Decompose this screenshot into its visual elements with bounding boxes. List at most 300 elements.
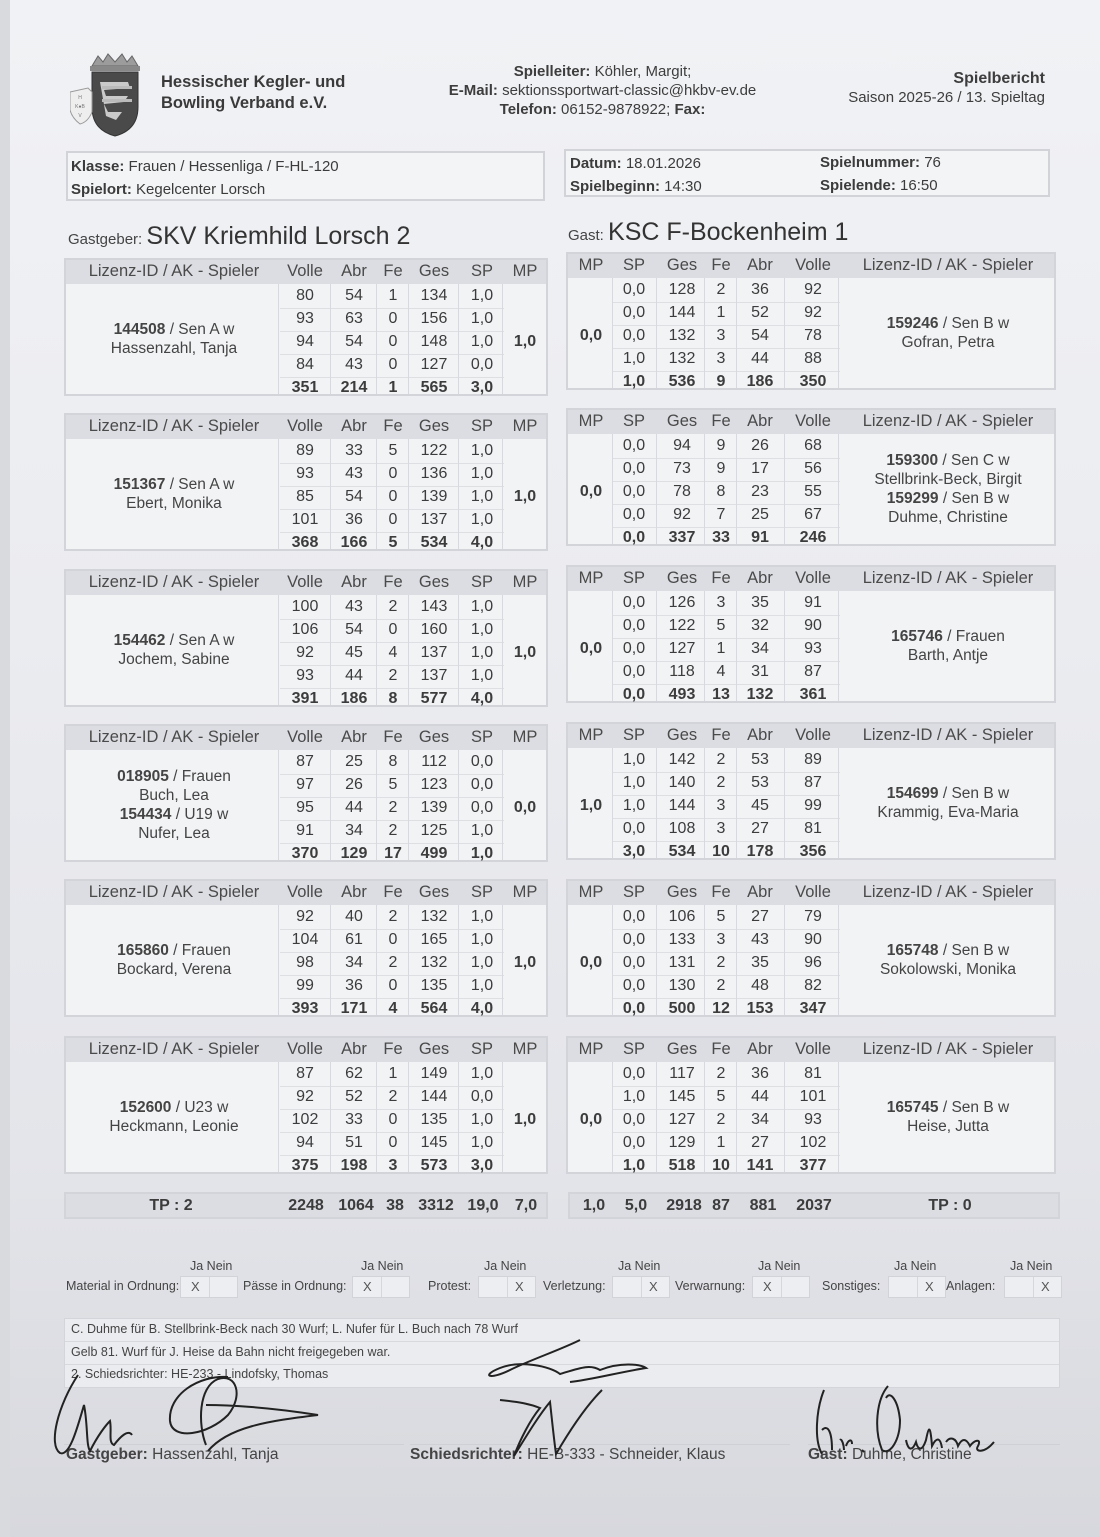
guest-column-header: MP <box>578 569 604 587</box>
column-divider <box>704 434 705 544</box>
home-team-name: SKV Kriemhild Lorsch 2 <box>146 222 411 250</box>
column-divider <box>278 750 279 860</box>
guest-score-cell: 1,0 <box>622 797 646 814</box>
license-id: 159246 <box>886 315 939 332</box>
guest-total-cell: 3,0 <box>622 843 646 860</box>
home-score-cell: 1,0 <box>470 333 494 350</box>
column-divider <box>458 284 459 394</box>
player-license <box>70 805 278 824</box>
home-total-cell: 565 <box>420 379 448 396</box>
guest-column-header: MP <box>578 726 604 744</box>
guest-score-cell: 0,0 <box>622 437 646 454</box>
column-divider <box>408 595 409 705</box>
guest-total-cell: 0,0 <box>622 529 646 546</box>
guest-team-name: KSC F-Bockenheim 1 <box>608 218 849 246</box>
column-divider <box>838 278 839 388</box>
home-score-cell: 145 <box>420 1134 448 1151</box>
guest-score-cell: 3 <box>716 350 726 367</box>
home-player-info <box>70 767 278 843</box>
guest-column-header: Ges <box>666 256 698 274</box>
checklist-checkbox[interactable] <box>478 1276 536 1298</box>
column-divider <box>612 748 613 858</box>
guest-total-cell: 186 <box>746 373 774 390</box>
home-score-cell: 34 <box>345 954 363 971</box>
home-total-cell: 198 <box>340 1157 368 1174</box>
guest-score-cell: 3 <box>716 820 726 837</box>
home-score-cell: 0,0 <box>470 776 494 793</box>
guest-column-header: MP <box>578 412 604 430</box>
home-player-block <box>64 258 548 396</box>
checklist-checkbox[interactable] <box>1004 1276 1062 1298</box>
column-divider <box>784 591 785 701</box>
ja-mark[interactable]: X <box>191 1279 200 1294</box>
row-divider <box>612 929 840 930</box>
column-divider <box>330 439 331 549</box>
home-column-header: Fe <box>383 728 403 746</box>
home-score-cell: 0 <box>388 333 398 350</box>
phone-value: 06152-9878922; <box>561 101 671 118</box>
home-match-points: 1,0 <box>513 644 537 661</box>
guest-score-cell: 44 <box>751 1088 769 1105</box>
age-class: / Sen A w <box>165 476 235 493</box>
ja-mark[interactable]: X <box>763 1279 772 1294</box>
row-divider <box>612 481 840 482</box>
home-score-cell: 135 <box>420 1111 448 1128</box>
home-score-cell: 134 <box>420 287 448 304</box>
home-score-cell: 94 <box>296 333 314 350</box>
checklist-checkbox[interactable] <box>888 1276 946 1298</box>
row-divider <box>280 331 504 332</box>
guest-score-cell: 81 <box>804 820 822 837</box>
guest-score-cell: 3 <box>716 797 726 814</box>
row-divider <box>612 348 840 349</box>
player-name: Buch, Lea <box>139 787 209 804</box>
guest-column-header: SP <box>622 412 645 430</box>
home-score-cell: 2 <box>388 908 398 925</box>
home-column-header: Fe <box>383 573 403 591</box>
guest-score-cell: 130 <box>668 977 696 994</box>
home-score-cell: 2 <box>388 799 398 816</box>
home-column-header: Ges <box>418 262 450 280</box>
column-divider <box>612 278 613 388</box>
home-score-cell: 36 <box>345 511 363 528</box>
row-divider <box>612 1155 840 1156</box>
home-player-info <box>70 475 278 513</box>
row-divider <box>280 619 504 620</box>
guest-column-header: Fe <box>711 1040 731 1058</box>
guest-total-cell: 10 <box>712 1157 730 1174</box>
home-score-cell: 89 <box>296 442 314 459</box>
home-score-cell: 44 <box>345 799 363 816</box>
home-total-cell: 5 <box>388 534 398 551</box>
host-signature <box>48 1365 328 1465</box>
guest-match-points: 0,0 <box>579 327 603 344</box>
fax-label: Fax: <box>674 101 706 118</box>
home-column-header: Fe <box>383 417 403 435</box>
license-id: 165746 <box>891 628 943 645</box>
guest-total-cell: 153 <box>746 1000 774 1017</box>
guest-column-header: Lizenz-ID / AK - Spieler <box>862 726 1034 744</box>
home-column-header: MP <box>512 262 538 280</box>
column-divider <box>656 434 657 544</box>
host-signature-label: Gastgeber: Hassenzahl, Tanja <box>66 1446 279 1463</box>
checklist-checkbox[interactable] <box>180 1276 238 1298</box>
guest-column-header: Fe <box>711 412 731 430</box>
svg-text:K●B: K●B <box>75 104 85 110</box>
guest-column-header: MP <box>578 1040 604 1058</box>
column-divider <box>458 750 459 860</box>
home-score-cell: 80 <box>296 287 314 304</box>
home-score-cell: 54 <box>345 488 363 505</box>
ja-nein-header: Ja Nein <box>484 1259 527 1273</box>
guest-column-header: Lizenz-ID / AK - Spieler <box>862 569 1034 587</box>
checkbox-divider <box>781 1277 782 1297</box>
guest-score-cell: 127 <box>668 1111 696 1128</box>
guest-column-header: Lizenz-ID / AK - Spieler <box>862 1040 1034 1058</box>
ja-nein-header: Ja Nein <box>190 1259 233 1273</box>
guest-column-header: SP <box>622 726 645 744</box>
home-total-cell: 8 <box>388 690 398 707</box>
home-column-header: Volle <box>287 417 323 435</box>
guest-score-cell: 2 <box>716 1065 726 1082</box>
home-score-cell: 33 <box>345 442 363 459</box>
guest-column-header: Volle <box>795 1040 831 1058</box>
license-id: 154699 <box>886 785 939 802</box>
home-score-cell: 1,0 <box>470 644 494 661</box>
guest-total-cell: 518 <box>668 1157 696 1174</box>
home-score-cell: 0 <box>388 511 398 528</box>
ja-nein-header: Ja Nein <box>894 1259 937 1273</box>
guest-total-cell: 361 <box>799 686 827 703</box>
column-divider <box>330 595 331 705</box>
guest-column-header: Abr <box>747 256 773 274</box>
referee-signature <box>470 1330 660 1460</box>
guest-score-cell: 87 <box>804 663 822 680</box>
home-total-ges: 3312 <box>418 1197 454 1214</box>
guest-column-header: MP <box>578 256 604 274</box>
guest-score-cell: 2 <box>716 774 726 791</box>
row-divider <box>280 1132 504 1133</box>
checklist-checkbox[interactable] <box>352 1276 410 1298</box>
guest-signature <box>810 1380 1010 1460</box>
home-column-header: Fe <box>383 262 403 280</box>
home-score-cell: 101 <box>291 511 319 528</box>
guest-total-cell: 0,0 <box>622 1000 646 1017</box>
guest-player-info <box>838 627 1058 665</box>
guest-score-cell: 102 <box>799 1134 827 1151</box>
guest-total-cell: 500 <box>668 1000 696 1017</box>
column-divider <box>408 439 409 549</box>
match-time-box <box>564 149 1050 197</box>
guest-column-header: MP <box>578 883 604 901</box>
home-column-header: Lizenz-ID / AK - Spieler <box>88 262 260 280</box>
home-total-cell: 351 <box>291 379 319 396</box>
player-license <box>838 489 1058 508</box>
guest-column-header: Abr <box>747 883 773 901</box>
guest-column-header: Volle <box>795 256 831 274</box>
datum-label: Datum: <box>570 155 622 172</box>
guest-score-cell: 0,0 <box>622 281 646 298</box>
home-score-cell: 2 <box>388 822 398 839</box>
home-score-cell: 106 <box>291 621 319 638</box>
guest-total-cell: 10 <box>712 843 730 860</box>
home-total-cell: 4,0 <box>470 534 494 551</box>
license-id: 165748 <box>886 942 939 959</box>
checklist-checkbox[interactable] <box>612 1276 670 1298</box>
home-score-cell: 87 <box>296 1065 314 1082</box>
player-license <box>838 1098 1058 1117</box>
klasse-label: Klasse: <box>71 158 125 175</box>
age-class: / Sen B w <box>938 785 1010 802</box>
player-name: Stellbrink-Beck, Birgit <box>874 471 1022 488</box>
column-divider <box>278 595 279 705</box>
contact-info <box>410 62 795 119</box>
guest-score-cell: 5 <box>716 1088 726 1105</box>
column-divider <box>376 284 377 394</box>
home-column-header: Ges <box>418 573 450 591</box>
player-license <box>70 941 278 960</box>
guest-score-cell: 0,0 <box>622 1065 646 1082</box>
column-divider <box>704 1062 705 1172</box>
home-player-block <box>64 724 548 862</box>
guest-score-cell: 128 <box>668 281 696 298</box>
guest-player-block <box>566 565 1056 703</box>
guest-score-cell: 68 <box>804 437 822 454</box>
player-name: Barth, Antje <box>907 647 989 664</box>
license-id: 154462 <box>113 632 166 649</box>
guest-score-cell: 48 <box>751 977 769 994</box>
row-divider <box>280 1086 504 1087</box>
checkbox-divider <box>917 1277 918 1297</box>
guest-score-cell: 132 <box>668 350 696 367</box>
home-total-cell: 129 <box>340 845 368 862</box>
home-score-cell: 43 <box>345 598 363 615</box>
home-score-cell: 1,0 <box>470 1134 494 1151</box>
home-player-info <box>70 941 278 979</box>
home-score-cell: 5 <box>388 776 398 793</box>
player-license <box>70 475 278 494</box>
home-score-cell: 8 <box>388 753 398 770</box>
guest-total-cell: 536 <box>668 373 696 390</box>
guest-score-cell: 5 <box>716 908 726 925</box>
guest-score-cell: 88 <box>804 350 822 367</box>
checklist-checkbox[interactable] <box>752 1276 810 1298</box>
column-divider <box>838 905 839 1015</box>
guest-column-header: Ges <box>666 1040 698 1058</box>
hessen-coat-of-arms-icon <box>70 52 160 137</box>
column-divider <box>278 284 279 394</box>
player-name: Jochem, Sabine <box>118 651 230 668</box>
row-divider <box>280 774 504 775</box>
guest-score-cell: 9 <box>716 460 726 477</box>
guest-score-cell: 1 <box>716 1134 726 1151</box>
home-score-cell: 92 <box>296 908 314 925</box>
row-divider <box>612 371 840 372</box>
spielort-label: Spielort: <box>71 181 132 198</box>
home-column-header: SP <box>470 417 493 435</box>
home-score-cell: 1,0 <box>470 310 494 327</box>
player-name: Sokolowski, Monika <box>879 961 1017 978</box>
home-score-cell: 156 <box>420 310 448 327</box>
guest-score-cell: 79 <box>804 908 822 925</box>
home-column-header: Ges <box>418 728 450 746</box>
home-column-header: Ges <box>418 1040 450 1058</box>
home-score-cell: 149 <box>420 1065 448 1082</box>
home-score-cell: 98 <box>296 954 314 971</box>
player-name: Krammig, Eva-Maria <box>877 804 1019 821</box>
home-score-cell: 43 <box>345 465 363 482</box>
home-score-cell: 99 <box>296 977 314 994</box>
column-divider <box>408 750 409 860</box>
guest-score-cell: 92 <box>804 281 822 298</box>
guest-total-cell: 246 <box>799 529 827 546</box>
ja-mark[interactable]: X <box>363 1279 372 1294</box>
guest-score-cell: 0,0 <box>622 594 646 611</box>
home-score-cell: 5 <box>388 442 398 459</box>
license-id: 159300 <box>886 452 939 469</box>
guest-score-cell: 127 <box>668 640 696 657</box>
guest-score-cell: 0,0 <box>622 327 646 344</box>
guest-score-cell: 27 <box>751 820 769 837</box>
guest-column-header: Lizenz-ID / AK - Spieler <box>862 883 1034 901</box>
ja-nein-header: Ja Nein <box>618 1259 661 1273</box>
guest-score-cell: 2 <box>716 751 726 768</box>
home-player-info <box>70 320 278 358</box>
row-divider <box>280 1109 504 1110</box>
guest-score-cell: 0,0 <box>622 460 646 477</box>
guest-player-info <box>838 1098 1058 1136</box>
age-class: / Sen B w <box>938 490 1010 507</box>
home-score-cell: 0 <box>388 977 398 994</box>
checkbox-divider <box>381 1277 382 1297</box>
column-divider <box>612 905 613 1015</box>
row-divider <box>612 527 840 528</box>
player-license <box>70 631 278 650</box>
guest-score-cell: 96 <box>804 954 822 971</box>
row-divider <box>612 772 840 773</box>
nein-mark[interactable]: X <box>649 1279 658 1294</box>
guest-score-cell: 81 <box>804 1065 822 1082</box>
spielbeginn-label: Spielbeginn: <box>570 178 660 195</box>
guest-column-header: Abr <box>747 412 773 430</box>
guest-score-cell: 5 <box>716 617 726 634</box>
guest-score-cell: 118 <box>669 663 695 680</box>
home-column-header: Fe <box>383 883 403 901</box>
home-total-cell: 370 <box>291 845 319 862</box>
home-score-cell: 122 <box>420 442 448 459</box>
guest-score-cell: 101 <box>799 1088 827 1105</box>
home-score-cell: 2 <box>388 667 398 684</box>
guest-score-cell: 4 <box>716 663 726 680</box>
org-name-line2: Bowling Verband e.V. <box>161 94 328 112</box>
email-value[interactable]: sektionssportwart-classic@hkbv-ev.de <box>502 82 757 99</box>
guest-score-cell: 7 <box>716 506 726 523</box>
guest-total-cell: 347 <box>799 1000 827 1017</box>
checklist-label: Protest: <box>428 1279 472 1293</box>
guest-player-block <box>566 879 1056 1017</box>
home-score-cell: 85 <box>296 488 314 505</box>
home-score-cell: 95 <box>296 799 314 816</box>
guest-score-cell: 17 <box>751 460 769 477</box>
guest-player-info <box>838 941 1058 979</box>
home-team-points: TP : 2 <box>149 1197 193 1214</box>
home-score-cell: 136 <box>420 465 448 482</box>
player-name: Hassenzahl, Tanja <box>110 340 238 357</box>
guest-totals-row <box>568 1192 1060 1219</box>
column-divider <box>330 1062 331 1172</box>
guest-player-info <box>838 451 1058 527</box>
guest-total-cell: 178 <box>746 843 774 860</box>
ja-nein-header: Ja Nein <box>758 1259 801 1273</box>
svg-text:H: H <box>78 95 82 101</box>
row-divider <box>280 665 504 666</box>
guest-score-cell: 1,0 <box>622 350 646 367</box>
guest-score-cell: 27 <box>751 1134 769 1151</box>
guest-score-cell: 106 <box>668 908 696 925</box>
nein-mark[interactable]: X <box>515 1279 524 1294</box>
license-id: 165745 <box>886 1099 939 1116</box>
guest-column-header: Fe <box>711 726 731 744</box>
guest-total-cell: 0,0 <box>622 686 646 703</box>
home-player-block <box>64 1036 548 1174</box>
nein-mark[interactable]: X <box>1041 1279 1050 1294</box>
org-name-line1: Hessischer Kegler- und <box>161 73 346 91</box>
home-player-block <box>64 413 548 551</box>
guest-total-cell: 356 <box>799 843 827 860</box>
column-divider <box>330 905 331 1015</box>
home-match-points: 1,0 <box>513 488 537 505</box>
home-score-cell: 1,0 <box>470 931 494 948</box>
guest-total-ges: 2918 <box>666 1197 702 1214</box>
guest-column-header: Volle <box>795 569 831 587</box>
guest-player-info <box>838 314 1058 352</box>
player-name: Bockard, Verena <box>116 961 232 978</box>
home-score-cell: 137 <box>420 667 448 684</box>
home-score-cell: 102 <box>291 1111 319 1128</box>
guest-score-cell: 142 <box>668 751 696 768</box>
home-column-header: SP <box>470 262 493 280</box>
guest-score-cell: 126 <box>668 594 696 611</box>
home-score-cell: 61 <box>345 931 363 948</box>
home-total-cell: 577 <box>420 690 448 707</box>
guest-score-cell: 31 <box>751 663 769 680</box>
home-score-cell: 2 <box>388 1088 398 1105</box>
home-player-block <box>64 879 548 1017</box>
guest-label: Gast: <box>568 227 604 244</box>
home-score-cell: 1,0 <box>470 1065 494 1082</box>
home-total-cell: 3 <box>388 1157 398 1174</box>
guest-column-header: Abr <box>747 726 773 744</box>
row-divider <box>280 354 504 355</box>
row-divider <box>280 843 504 844</box>
checklist-label: Pässe in Ordnung: <box>243 1279 347 1293</box>
guest-score-cell: 0,0 <box>622 908 646 925</box>
column-divider <box>656 591 657 701</box>
home-total-cell: 4,0 <box>470 1000 494 1017</box>
home-score-cell: 54 <box>345 621 363 638</box>
home-column-header: Volle <box>287 262 323 280</box>
home-score-cell: 1,0 <box>470 488 494 505</box>
column-divider <box>704 278 705 388</box>
row-divider <box>280 820 504 821</box>
column-divider <box>736 278 737 388</box>
guest-score-cell: 36 <box>751 281 769 298</box>
home-total-cell: 186 <box>340 690 368 707</box>
guest-score-cell: 0,0 <box>622 304 646 321</box>
guest-total-cell: 493 <box>668 686 696 703</box>
guest-match-points: 1,0 <box>579 797 603 814</box>
nein-mark[interactable]: X <box>925 1279 934 1294</box>
